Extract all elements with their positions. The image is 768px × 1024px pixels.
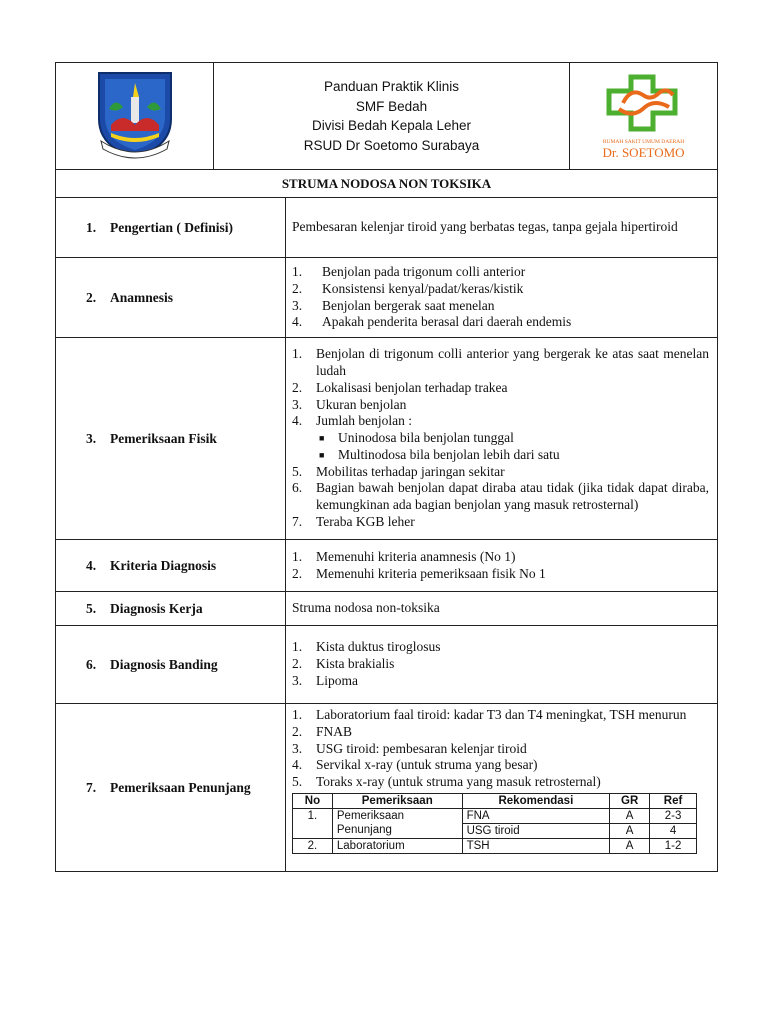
clinical-guideline-table	[55, 62, 718, 872]
section-3-content	[286, 338, 718, 540]
list-item: 2. Kista brakialis	[292, 656, 395, 672]
header-line-2: SMF Bedah	[355, 98, 428, 114]
table-cell: FNA	[462, 808, 610, 823]
supporting-exam-list	[292, 707, 709, 791]
list-item: 7. Teraba KGB leher	[292, 514, 415, 530]
table-cell: A	[610, 808, 650, 823]
section-7-label	[56, 704, 286, 872]
list-item: 1. Memenuhi kriteria anamnesis (No 1)	[292, 548, 516, 564]
table-cell: Laboratorium	[332, 838, 462, 853]
list-item: 5. Toraks x-ray (untuk struma yang masuk retrosternal)	[292, 774, 601, 790]
table-row	[293, 838, 697, 853]
section-4-label	[56, 540, 286, 592]
list-item: 3. USG tiroid: pembesaran kelenjar tiroid	[292, 740, 527, 756]
section-2-number: 2.	[86, 289, 97, 305]
section-2-content	[286, 258, 718, 338]
table-cell: 1.	[293, 808, 333, 838]
table-cell: TSH	[462, 838, 610, 853]
column-header: Ref	[650, 793, 697, 808]
header-line-4: RSUD Dr Soetomo Surabaya	[303, 137, 480, 153]
header-title-cell	[214, 63, 570, 170]
sub-list-item: ■ Uninodosa bila benjolan tunggal	[319, 430, 514, 446]
east-java-emblem-icon	[93, 67, 177, 161]
section-2-title: Anamnesis	[110, 289, 174, 305]
list-item: 4. Apakah penderita berasal dari daerah endemis	[292, 314, 572, 330]
physical-exam-list	[292, 346, 709, 430]
section-6-number: 6.	[86, 656, 97, 672]
column-header: GR	[610, 793, 650, 808]
table-row	[293, 808, 697, 823]
table-cell: A	[610, 823, 650, 838]
list-item: 3. Ukuran benjolan	[292, 396, 407, 412]
column-header: No	[293, 793, 333, 808]
differential-diagnosis-list	[292, 639, 709, 689]
table-cell: USG tiroid	[462, 823, 610, 838]
document-title: STRUMA NODOSA NON TOKSIKA	[56, 170, 718, 198]
hospital-caption: RUMAH SAKIT UMUM DAERAH	[602, 138, 685, 145]
hospital-name: Dr. SOETOMO	[602, 144, 685, 160]
right-logo-cell	[570, 63, 718, 170]
list-item: 4. Jumlah benjolan :	[292, 413, 412, 429]
table-cell: A	[610, 838, 650, 853]
list-item: 4. Servikal x-ray (untuk struma yang besar)	[292, 757, 538, 773]
list-item: 3. Lipoma	[292, 672, 358, 688]
table-cell: 4	[650, 823, 697, 838]
list-item: 3. Benjolan bergerak saat menelan	[292, 297, 495, 313]
bullet-icon: ■	[319, 449, 325, 460]
list-item: 1. Laboratorium faal tiroid: kadar T3 dan T4 meningkat, TSH menurun	[292, 707, 687, 722]
section-4-title: Kriteria Diagnosis	[110, 557, 217, 573]
left-logo-cell	[56, 63, 214, 170]
section-1-number: 1.	[86, 219, 97, 235]
section-7-title: Pemeriksaan Penunjang	[110, 779, 251, 795]
section-6-title: Diagnosis Banding	[110, 656, 218, 672]
section-5-number: 5.	[86, 600, 97, 616]
section-5-title: Diagnosis Kerja	[110, 600, 203, 616]
list-item: 1. Benjolan pada trigonum colli anterior	[292, 263, 526, 279]
section-5-text: Struma nodosa non-toksika	[286, 592, 718, 626]
section-3-label	[56, 338, 286, 540]
physical-exam-list-continued	[292, 464, 709, 531]
section-5-label	[56, 592, 286, 626]
table-header-row	[293, 793, 697, 808]
hospital-cross-logo-icon	[601, 73, 687, 135]
table-cell: Pemeriksaan Penunjang	[332, 808, 462, 838]
table-cell: 1-2	[650, 838, 697, 853]
list-item: 2. FNAB	[292, 723, 353, 739]
section-6-label	[56, 626, 286, 704]
section-1-title: Pengertian ( Definisi)	[110, 219, 233, 235]
list-item: 2. Konsistensi kenyal/padat/keras/kistik	[292, 280, 524, 296]
list-item: 1. Benjolan di trigonum colli anterior yang bergerak ke atas saat menelan ludah	[292, 346, 710, 378]
header-line-3: Divisi Bedah Kepala Leher	[311, 118, 472, 133]
list-item: 6. Bagian bawah benjolan dapat diraba atau tidak (jika tidak dapat diraba, kemungkinan ada bagian benjolan yang masuk retrosternal)	[292, 480, 710, 513]
list-item: 2. Lokalisasi benjolan terhadap trakea	[292, 379, 508, 395]
anamnesis-list	[292, 264, 709, 331]
section-7-content	[286, 704, 718, 872]
column-header: Rekomendasi	[462, 793, 610, 808]
section-6-content	[286, 626, 718, 704]
nodule-count-sublist	[292, 430, 709, 464]
section-4-content	[286, 540, 718, 592]
list-item: 1. Kista duktus tiroglosus	[292, 639, 441, 655]
column-header: Pemeriksaan	[332, 793, 462, 808]
header-line-1: Panduan Praktik Klinis	[323, 79, 460, 94]
section-3-title: Pemeriksaan Fisik	[110, 430, 217, 446]
diagnosis-criteria-list	[292, 549, 709, 583]
table-cell: 2-3	[650, 808, 697, 823]
section-7-number: 7.	[86, 779, 97, 795]
list-item: 2. Memenuhi kriteria pemeriksaan fisik No 1	[292, 565, 546, 581]
section-1-text: Pembesaran kelenjar tiroid yang berbatas tegas, tanpa gejala hipertiroid	[286, 198, 718, 258]
recommendation-table	[292, 793, 697, 854]
section-1-label	[56, 198, 286, 258]
sub-list-item: ■ Multinodosa bila benjolan lebih dari satu	[319, 446, 560, 462]
section-3-number: 3.	[86, 430, 97, 446]
bullet-icon: ■	[319, 433, 325, 444]
table-cell: 2.	[293, 838, 333, 853]
section-4-number: 4.	[86, 557, 97, 573]
section-2-label	[56, 258, 286, 338]
list-item: 5. Mobilitas terhadap jaringan sekitar	[292, 463, 505, 479]
